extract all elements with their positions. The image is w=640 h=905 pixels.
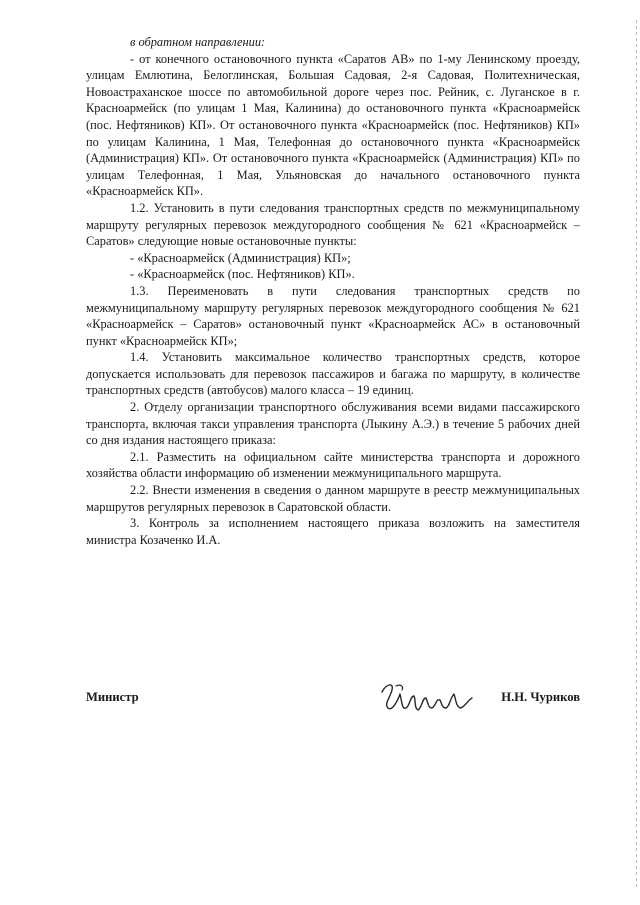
new-stop-2: - «Красноармейск (пос. Нефтяников) КП».: [130, 267, 355, 282]
route-description: - от конечного остановочного пункта «Саратов АВ» по 1-му Ленинскому проезду, улицам Емлютина, Белоглинская, Большая Садовая, 2-я Садовая, Политехническая, Новоастраханское шоссе по автомобильной дороге через пос. Рейник, с. Луганское в г. Красноармейск (по улицам 1 Мая, Калинина) до остановочного пункта «Красноармейск (пос. Нефтяников) КП». От остановочного пункта «Красноармейск (пос. Нефтяников) КП» по улицам Калинина, 1 Мая, Телефонная до остановочного пункта «Красноармейск (Администрация) КП». От остановочного пункта «Красноармейск (Администрация) КП» по улицам Телефонная, 1 Мая, Ульяновская до начального остановочного пункта «Красноармейск КП».: [86, 51, 580, 199]
clause-2: 2. Отделу организации транспортного обслуживания всеми видами пассажирского транспорта, включая такси управления транспорта (Лыкину А.Э.) в течение 5 рабочих дней со дня издания настоящего приказа:: [86, 400, 580, 448]
signatory-title: Министр: [86, 690, 139, 704]
signatory-name: Н.Н. Чуриков: [501, 690, 580, 704]
clause-2-2: 2.2. Внести изменения в сведения о данном маршруте в реестр межмуниципальных маршрутов регулярных перевозок в Саратовской области.: [86, 483, 580, 514]
clause-1-3: 1.3. Переименовать в пути следования транспортных средств по межмуниципальному маршруту регулярных перевозок междугородного сообщения № 621 «Красноармейск – Саратов» остановочный пункт «Красноармейск АС» в остановочный пункт «Красноармейск КП»;: [86, 283, 580, 348]
clause-1-4: 1.4. Установить максимальное количество транспортных средств, которое допускается использовать для перевозок пассажиров и багажа по маршруту, в количестве транспортных средств (автобусов) малого класса – 19 единиц.: [86, 350, 580, 398]
document-body: [86, 34, 580, 548]
handwritten-signature: [376, 678, 486, 718]
clause-3: 3. Контроль за исполнением настоящего приказа возложить на заместителя министра Козаченко И.А.: [86, 516, 580, 547]
signature-block: [86, 678, 580, 718]
direction-heading: в обратном направлении:: [130, 35, 266, 49]
clause-1-2: 1.2. Установить в пути следования транспортных средств по межмуниципальному маршруту регулярных перевозок междугородного сообщения № 621 «Красноармейск – Саратов» следующие новые остановочные пункты:: [86, 200, 580, 249]
scan-edge-line: [636, 20, 637, 890]
clause-2-1: 2.1. Разместить на официальном сайте министерства транспорта и дорожного хозяйства области информацию об изменении межмуниципального маршрута.: [86, 449, 580, 481]
new-stop-1: - «Красноармейск (Администрация) КП»;: [130, 250, 351, 265]
